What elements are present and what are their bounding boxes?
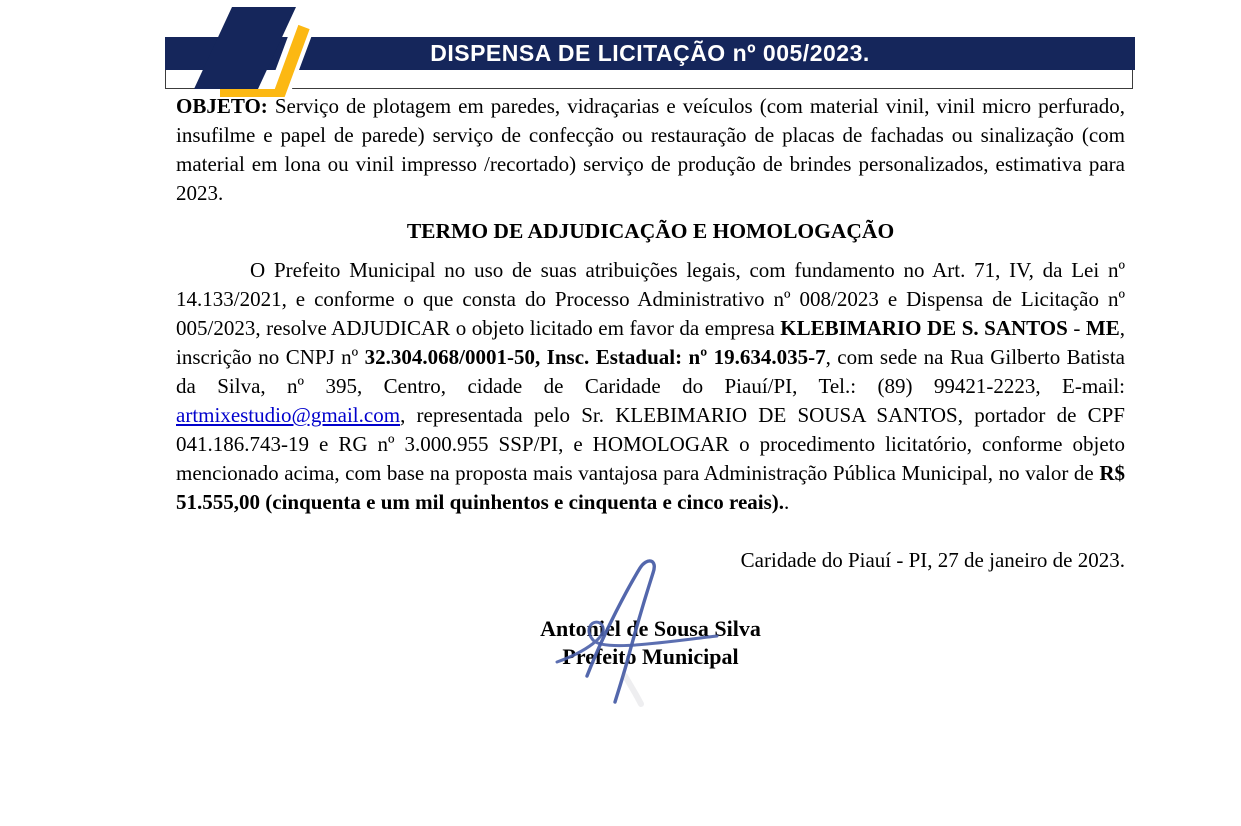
adjudication-paragraph (176, 256, 1125, 517)
section-title: TERMO DE ADJUDICAÇÃO E HOMOLOGAÇÃO (406, 219, 895, 243)
body-segment: . (784, 490, 790, 514)
signer-name: Antoniel de Sousa Silva (540, 616, 761, 641)
body-segment: , representada pelo Sr. KLEBIMARIO DE SOUSA SANTOS, portador de CPF 041.186.743-19 e RG nº 3.000.955 SSP/PI, e HOMOLOGAR o procedimento licitatório, conforme objeto mencionado acima, com base na proposta mais vantajosa para Administração Pública Municipal, no valor de (176, 403, 1125, 485)
body-segment: - (1067, 316, 1086, 340)
objeto-label: OBJETO: (176, 94, 268, 118)
email-link[interactable]: artmixestudio@gmail.com (176, 403, 401, 427)
place-date-line: Caridade do Piauí - PI, 27 de janeiro de 2023. (740, 548, 1125, 572)
signature-ghost-smudge (625, 676, 641, 704)
body-segment: , com sede na Rua Gilberto Batista da Silva, nº 395, Centro, cidade de Caridade do Piauí/PI, Tel.: (89) 99421-2223, E-mail: (176, 345, 1125, 398)
body-segment: , inscrição no CNPJ nº (176, 316, 1125, 369)
body-segment: O Prefeito Municipal no uso de suas atribuições legais, com fundamento no Art. 71, IV, da Lei nº 14.133/2021, e conforme o que consta do Processo Administrativo nº 008/2023 e Dispensa de Licitação nº 005/2023, resolve ADJUDICAR o objeto licitado em favor da empresa (176, 258, 1125, 340)
contract-value: R$ 51.555,00 (cinquenta e um mil quinhentos e cinquenta e cinco reais). (176, 461, 1125, 514)
objeto-text: Serviço de plotagem em paredes, vidraçarias e veículos (com material vinil, vinil micro perfurado, insufilme e papel de parede) serviço de confecção ou restauração de placas de fachadas ou sinalização (com material em lona ou vinil impresso /recortado) serviço de produção de brindes personalizados, estimativa para 2023. (176, 94, 1125, 205)
document-title: DISPENSA DE LICITAÇÃO nº 005/2023. (430, 40, 870, 66)
signer-role: Prefeito Municipal (562, 644, 739, 669)
company-suffix: ME (1085, 316, 1120, 340)
cnpj-number: 32.304.068/0001-50, Insc. Estadual: nº 19.634.035-7 (364, 345, 826, 369)
signature-block (176, 615, 1125, 671)
objeto-paragraph (176, 92, 1125, 208)
company-name: KLEBIMARIO DE S. SANTOS (780, 316, 1068, 340)
municipality-logo-icon (192, 5, 322, 97)
